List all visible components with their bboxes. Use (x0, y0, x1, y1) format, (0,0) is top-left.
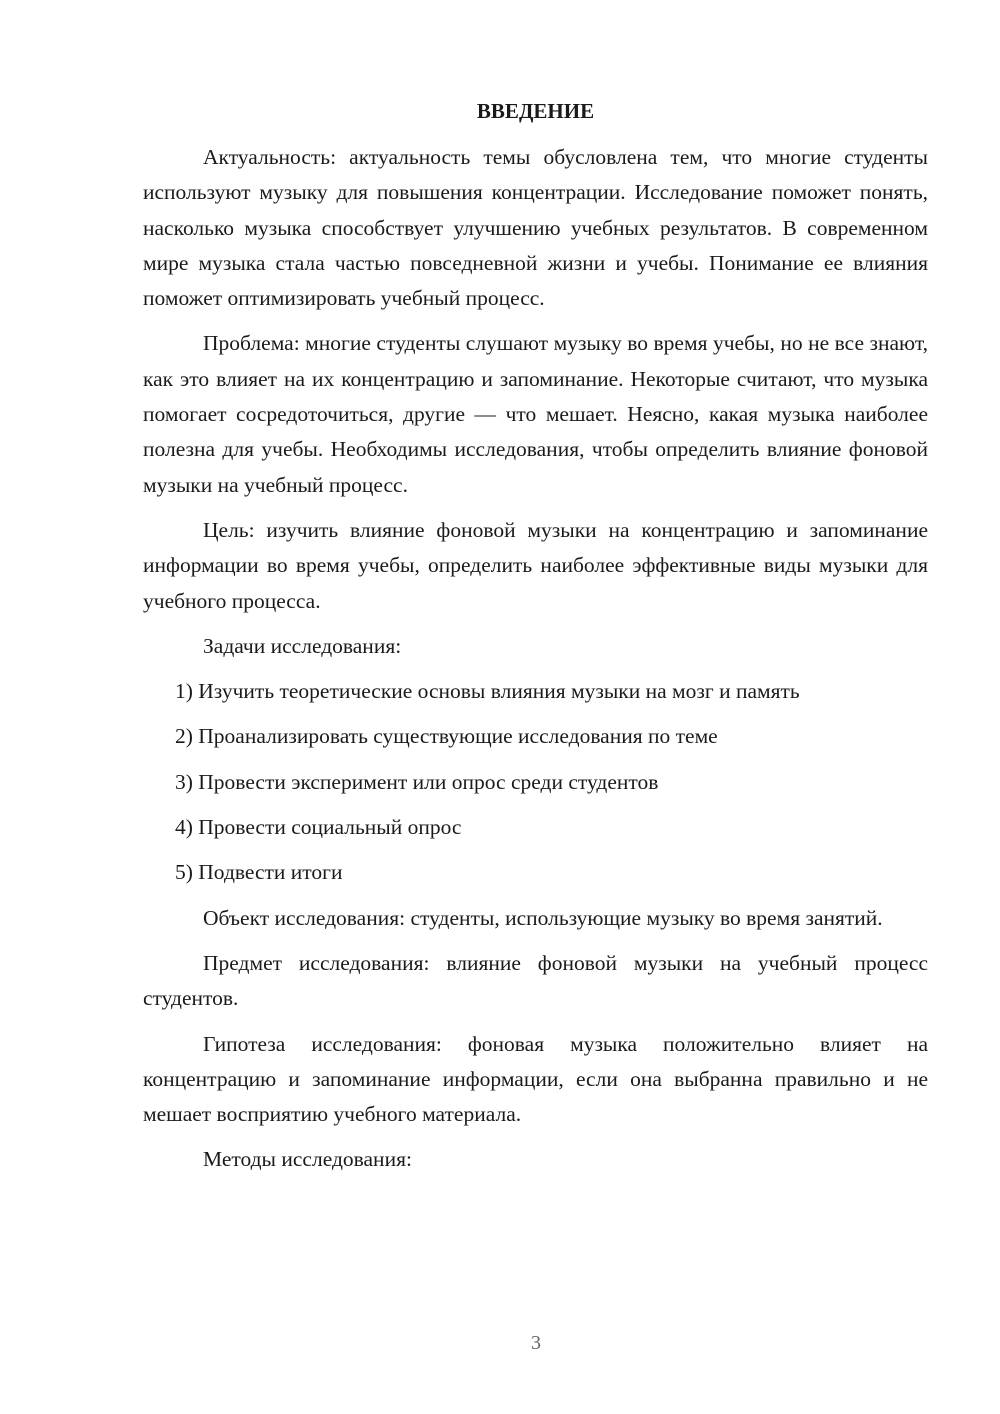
object-paragraph: Объект исследования: студенты, использующие музыку во время занятий. (203, 905, 883, 930)
task-item: 5) Подвести итоги (175, 860, 343, 885)
task-item: 3) Провести эксперимент или опрос среди студентов (175, 769, 659, 794)
hypothesis-paragraph: Гипотеза исследования: фоновая музыка положительно влияет на концентрацию и запоминание информации, если она выбранна правильно и не мешает восприятию учебного материала. (143, 1031, 928, 1127)
goal-paragraph: Цель: изучить влияние фоновой музыки на концентрацию и запоминание информации во время учебы, определить наиболее эффективные виды музыки для учебного процесса. (143, 517, 928, 613)
task-item: 2) Проанализировать существующие исследования по теме (175, 724, 718, 749)
relevance-paragraph: Актуальность: актуальность темы обусловлена тем, что многие студенты используют музыку для повышения концентрации. Исследование поможет понять, насколько музыка способствует улучшению учебных результатов. В современном мире музыка стала частью повседневной жизни и учебы. Понимание ее влияния поможет оптимизировать учебный процесс. (143, 145, 928, 311)
methods-heading: Методы исследования: (203, 1147, 412, 1172)
problem-paragraph: Проблема: многие студенты слушают музыку во время учебы, но не все знают, как это влияет на их концентрацию и запоминание. Некоторые считают, что музыка помогает сосредоточиться, другие — что мешает. Неясно, какая музыка наиболее полезна для учебы. Необходимы исследования, чтобы определить влияние фоновой музыки на учебный процесс. (143, 331, 928, 497)
subject-paragraph: Предмет исследования: влияние фоновой музыки на учебный процесс студентов. (143, 950, 928, 1011)
tasks-list (143, 674, 928, 890)
tasks-heading: Задачи исследования: (203, 633, 402, 658)
page-content (143, 96, 928, 1188)
task-item: 1) Изучить теоретические основы влияния музыки на мозг и память (175, 679, 800, 704)
page-number: 3 (531, 1332, 541, 1354)
task-item: 4) Провести социальный опрос (175, 815, 462, 840)
section-title: ВВЕДЕНИЕ (476, 99, 595, 123)
